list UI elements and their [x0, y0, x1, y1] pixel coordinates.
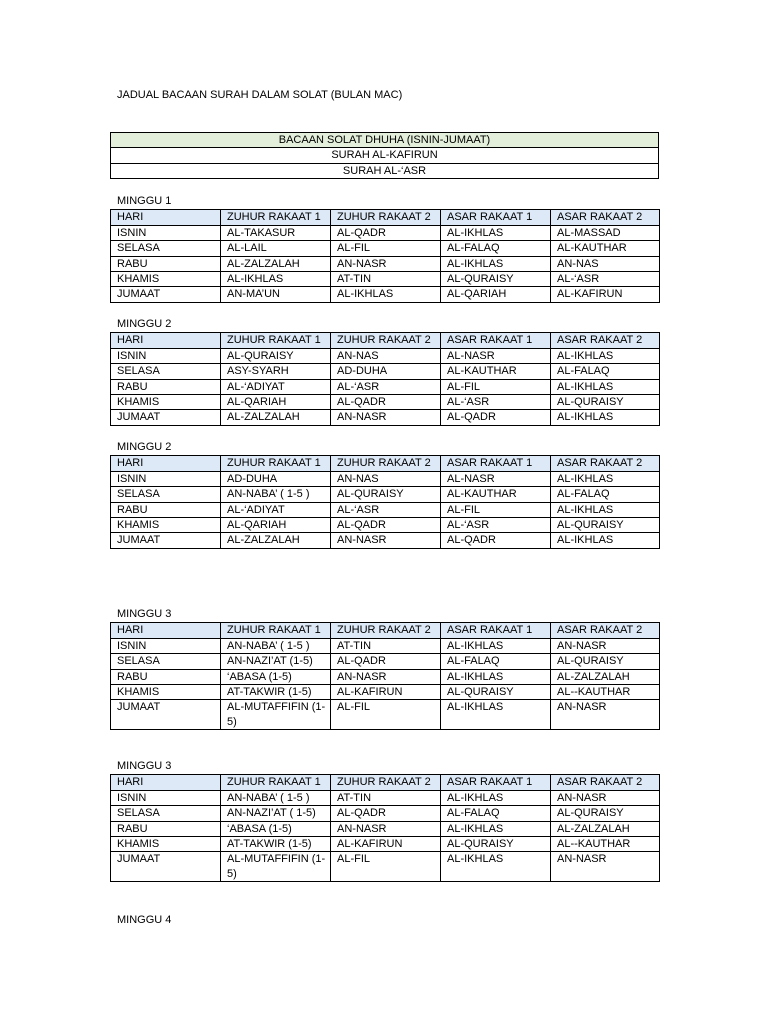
- column-header: ZUHUR RAKAAT 2: [331, 210, 441, 225]
- surah-cell: AL-MUTAFFIFIN (1-5): [221, 700, 331, 730]
- schedule-header-row: [111, 210, 660, 225]
- surah-cell: AL-QURAISY: [551, 395, 660, 410]
- day-cell: SELASA: [111, 806, 221, 821]
- surah-cell: AL-QARIAH: [221, 395, 331, 410]
- surah-cell: AN-NASR: [331, 533, 441, 548]
- table-row: [111, 348, 660, 363]
- surah-cell: AL-FIL: [331, 852, 441, 882]
- dhuha-heading: BACAAN SOLAT DHUHA (ISNIN-JUMAAT): [111, 133, 659, 148]
- surah-cell: AL-ZALZALAH: [221, 256, 331, 271]
- column-header: ZUHUR RAKAAT 1: [221, 333, 331, 348]
- surah-cell: AT-TIN: [331, 790, 441, 805]
- surah-cell: AT-TAKWIR (1-5): [221, 837, 331, 852]
- surah-cell: AL-ZALZALAH: [221, 533, 331, 548]
- dhuha-row: [111, 163, 659, 178]
- surah-cell: AL-QADR: [331, 518, 441, 533]
- surah-cell: AL-QURAISY: [551, 518, 660, 533]
- column-header: ZUHUR RAKAAT 1: [221, 210, 331, 225]
- schedule-header-row: [111, 456, 660, 471]
- column-header: ZUHUR RAKAAT 2: [331, 456, 441, 471]
- surah-cell: AN-NAS: [551, 256, 660, 271]
- surah-cell: AN-NABA’ ( 1-5 ): [221, 487, 331, 502]
- surah-cell: AL-‘ASR: [331, 502, 441, 517]
- surah-cell: AL-FALAQ: [441, 241, 551, 256]
- column-header: ZUHUR RAKAAT 1: [221, 775, 331, 790]
- surah-cell: AL-NASR: [441, 471, 551, 486]
- column-header: ZUHUR RAKAAT 1: [221, 456, 331, 471]
- table-row: [111, 533, 660, 548]
- surah-cell: AL-QURAISY: [331, 487, 441, 502]
- surah-cell: AL-‘ADIYAT: [221, 502, 331, 517]
- column-header: ASAR RAKAAT 1: [441, 623, 551, 638]
- surah-cell: ‘ABASA (1-5): [221, 669, 331, 684]
- surah-cell: AL-QURAISY: [441, 272, 551, 287]
- table-row: [111, 379, 660, 394]
- surah-cell: AL-ZALZALAH: [551, 821, 660, 836]
- day-cell: RABU: [111, 379, 221, 394]
- column-header: HARI: [111, 210, 221, 225]
- surah-cell: AL-FALAQ: [441, 654, 551, 669]
- dhuha-surah-cell: SURAH AL-‘ASR: [111, 163, 659, 178]
- week-section: [110, 759, 659, 882]
- table-row: [111, 638, 660, 653]
- column-header: ZUHUR RAKAAT 2: [331, 623, 441, 638]
- table-row: [111, 700, 660, 730]
- surah-cell: AD-DUHA: [331, 364, 441, 379]
- surah-cell: AL-QURAISY: [551, 654, 660, 669]
- surah-cell: AL-IKHLAS: [441, 669, 551, 684]
- surah-cell: AL-FALAQ: [551, 487, 660, 502]
- dhuha-table: [110, 132, 659, 179]
- week-section: [110, 440, 659, 549]
- surah-cell: AN-NAZI’AT ( 1-5): [221, 806, 331, 821]
- surah-cell: AL-IKHLAS: [441, 225, 551, 240]
- day-cell: RABU: [111, 669, 221, 684]
- surah-cell: AL-IKHLAS: [441, 638, 551, 653]
- surah-cell: AL-QADR: [331, 806, 441, 821]
- day-cell: ISNIN: [111, 348, 221, 363]
- column-header: ZUHUR RAKAAT 2: [331, 333, 441, 348]
- column-header: HARI: [111, 775, 221, 790]
- surah-cell: AL-QURAISY: [441, 837, 551, 852]
- surah-cell: AL-QADR: [331, 225, 441, 240]
- surah-cell: AL-FIL: [441, 502, 551, 517]
- column-header: ASAR RAKAAT 2: [551, 456, 660, 471]
- schedule-header-row: [111, 623, 660, 638]
- day-cell: KHAMIS: [111, 685, 221, 700]
- table-row: [111, 669, 660, 684]
- surah-cell: AL-QURAISY: [441, 685, 551, 700]
- day-cell: JUMAAT: [111, 287, 221, 302]
- schedule-header-row: [111, 333, 660, 348]
- week-label: MINGGU 2: [117, 441, 172, 453]
- week-label: MINGGU 4: [117, 914, 172, 926]
- table-row: [111, 685, 660, 700]
- surah-cell: AL-‘ASR: [441, 395, 551, 410]
- day-cell: KHAMIS: [111, 518, 221, 533]
- surah-cell: AL-QADR: [331, 654, 441, 669]
- surah-cell: AL-KAFIRUN: [551, 287, 660, 302]
- day-cell: SELASA: [111, 241, 221, 256]
- day-cell: RABU: [111, 502, 221, 517]
- surah-cell: AL-QURAISY: [551, 806, 660, 821]
- surah-cell: AL-IKHLAS: [551, 471, 660, 486]
- surah-cell: AL-IKHLAS: [551, 348, 660, 363]
- surah-cell: AL-TAKASUR: [221, 225, 331, 240]
- week-section: [110, 607, 659, 730]
- surah-cell: AN-NASR: [551, 638, 660, 653]
- week-section: [110, 317, 659, 426]
- surah-cell: AN-NASR: [331, 256, 441, 271]
- document-title: JADUAL BACAAN SURAH DALAM SOLAT (BULAN MAC): [117, 89, 403, 101]
- surah-cell: AL-LAIL: [221, 241, 331, 256]
- surah-cell: AL-IKHLAS: [551, 379, 660, 394]
- surah-cell: AT-TIN: [331, 272, 441, 287]
- surah-cell: AL-IKHLAS: [551, 502, 660, 517]
- day-cell: RABU: [111, 256, 221, 271]
- dhuha-header-row: [111, 133, 659, 148]
- day-cell: ISNIN: [111, 638, 221, 653]
- day-cell: JUMAAT: [111, 533, 221, 548]
- table-row: [111, 241, 660, 256]
- surah-cell: AL-FALAQ: [551, 364, 660, 379]
- surah-cell: AL-ZALZALAH: [551, 669, 660, 684]
- surah-cell: AL-QADR: [441, 533, 551, 548]
- surah-cell: AL-FIL: [331, 241, 441, 256]
- column-header: ASAR RAKAAT 1: [441, 333, 551, 348]
- column-header: HARI: [111, 623, 221, 638]
- day-cell: JUMAAT: [111, 852, 221, 882]
- day-cell: ISNIN: [111, 471, 221, 486]
- schedule-header-row: [111, 775, 660, 790]
- table-row: [111, 821, 660, 836]
- day-cell: SELASA: [111, 364, 221, 379]
- week-label: MINGGU 1: [117, 195, 172, 207]
- surah-cell: AL-QURAISY: [221, 348, 331, 363]
- column-header: ASAR RAKAAT 1: [441, 456, 551, 471]
- surah-cell: AL-QADR: [441, 410, 551, 425]
- surah-cell: AL-IKHLAS: [551, 410, 660, 425]
- surah-cell: AL-QARIAH: [441, 287, 551, 302]
- surah-cell: AL-IKHLAS: [441, 790, 551, 805]
- surah-cell: AL-NASR: [441, 348, 551, 363]
- surah-cell: AL-IKHLAS: [441, 821, 551, 836]
- day-cell: JUMAAT: [111, 700, 221, 730]
- surah-cell: AL--KAUTHAR: [551, 837, 660, 852]
- column-header: ASAR RAKAAT 1: [441, 210, 551, 225]
- surah-cell: AN-NASR: [331, 410, 441, 425]
- schedule-table: [110, 332, 660, 425]
- surah-cell: AL-KAFIRUN: [331, 837, 441, 852]
- surah-cell: AL-‘ASR: [331, 379, 441, 394]
- surah-cell: AT-TIN: [331, 638, 441, 653]
- day-cell: JUMAAT: [111, 410, 221, 425]
- surah-cell: AN-NASR: [551, 790, 660, 805]
- surah-cell: AN-NABA’ ( 1-5 ): [221, 790, 331, 805]
- surah-cell: AN-NASR: [551, 852, 660, 882]
- surah-cell: AN-MA’UN: [221, 287, 331, 302]
- day-cell: SELASA: [111, 654, 221, 669]
- dhuha-surah-cell: SURAH AL-KAFIRUN: [111, 148, 659, 163]
- surah-cell: AL-IKHLAS: [441, 700, 551, 730]
- schedule-table: [110, 774, 660, 882]
- day-cell: SELASA: [111, 487, 221, 502]
- week-section: [110, 194, 659, 303]
- dhuha-section: [110, 132, 659, 179]
- surah-cell: AL-MASSAD: [551, 225, 660, 240]
- column-header: ASAR RAKAAT 1: [441, 775, 551, 790]
- surah-cell: AN-NASR: [331, 669, 441, 684]
- surah-cell: AL-QARIAH: [221, 518, 331, 533]
- day-cell: KHAMIS: [111, 395, 221, 410]
- column-header: HARI: [111, 333, 221, 348]
- column-header: ASAR RAKAAT 2: [551, 333, 660, 348]
- column-header: ZUHUR RAKAAT 2: [331, 775, 441, 790]
- surah-cell: AL-IKHLAS: [551, 533, 660, 548]
- surah-cell: AN-NASR: [551, 700, 660, 730]
- column-header: ASAR RAKAAT 2: [551, 775, 660, 790]
- surah-cell: AL-KAUTHAR: [551, 241, 660, 256]
- surah-cell: AL-KAFIRUN: [331, 685, 441, 700]
- surah-cell: AN-NAS: [331, 348, 441, 363]
- surah-cell: AN-NAS: [331, 471, 441, 486]
- surah-cell: AN-NASR: [331, 821, 441, 836]
- surah-cell: AT-TAKWIR (1-5): [221, 685, 331, 700]
- table-row: [111, 287, 660, 302]
- dhuha-row: [111, 148, 659, 163]
- table-row: [111, 364, 660, 379]
- surah-cell: AL-KAUTHAR: [441, 487, 551, 502]
- surah-cell: AL-‘ADIYAT: [221, 379, 331, 394]
- surah-cell: ‘ABASA (1-5): [221, 821, 331, 836]
- surah-cell: AL-‘ASR: [441, 518, 551, 533]
- surah-cell: AD-DUHA: [221, 471, 331, 486]
- surah-cell: AN-NAZI’AT (1-5): [221, 654, 331, 669]
- week-label: MINGGU 3: [117, 760, 172, 772]
- table-row: [111, 852, 660, 882]
- surah-cell: AL-IKHLAS: [331, 287, 441, 302]
- column-header: ASAR RAKAAT 2: [551, 623, 660, 638]
- surah-cell: AL-IKHLAS: [441, 852, 551, 882]
- surah-cell: ASY-SYARH: [221, 364, 331, 379]
- table-row: [111, 471, 660, 486]
- table-row: [111, 518, 660, 533]
- column-header: ZUHUR RAKAAT 1: [221, 623, 331, 638]
- week-label: MINGGU 3: [117, 608, 172, 620]
- surah-cell: AL-MUTAFFIFIN (1-5): [221, 852, 331, 882]
- surah-cell: AL--KAUTHAR: [551, 685, 660, 700]
- table-row: [111, 395, 660, 410]
- surah-cell: AL-FIL: [331, 700, 441, 730]
- table-row: [111, 272, 660, 287]
- surah-cell: AL-‘ASR: [551, 272, 660, 287]
- surah-cell: AN-NABA’ ( 1-5 ): [221, 638, 331, 653]
- table-row: [111, 256, 660, 271]
- column-header: ASAR RAKAAT 2: [551, 210, 660, 225]
- surah-cell: AL-IKHLAS: [221, 272, 331, 287]
- column-header: HARI: [111, 456, 221, 471]
- table-row: [111, 654, 660, 669]
- table-row: [111, 487, 660, 502]
- table-row: [111, 790, 660, 805]
- day-cell: ISNIN: [111, 790, 221, 805]
- day-cell: KHAMIS: [111, 272, 221, 287]
- surah-cell: AL-FIL: [441, 379, 551, 394]
- week-label: MINGGU 2: [117, 318, 172, 330]
- schedule-table: [110, 455, 660, 548]
- table-row: [111, 502, 660, 517]
- surah-cell: AL-KAUTHAR: [441, 364, 551, 379]
- day-cell: KHAMIS: [111, 837, 221, 852]
- surah-cell: AL-QADR: [331, 395, 441, 410]
- day-cell: ISNIN: [111, 225, 221, 240]
- table-row: [111, 806, 660, 821]
- surah-cell: AL-ZALZALAH: [221, 410, 331, 425]
- schedule-table: [110, 622, 660, 730]
- schedule-table: [110, 209, 660, 302]
- day-cell: RABU: [111, 821, 221, 836]
- table-row: [111, 837, 660, 852]
- table-row: [111, 225, 660, 240]
- surah-cell: AL-FALAQ: [441, 806, 551, 821]
- surah-cell: AL-IKHLAS: [441, 256, 551, 271]
- table-row: [111, 410, 660, 425]
